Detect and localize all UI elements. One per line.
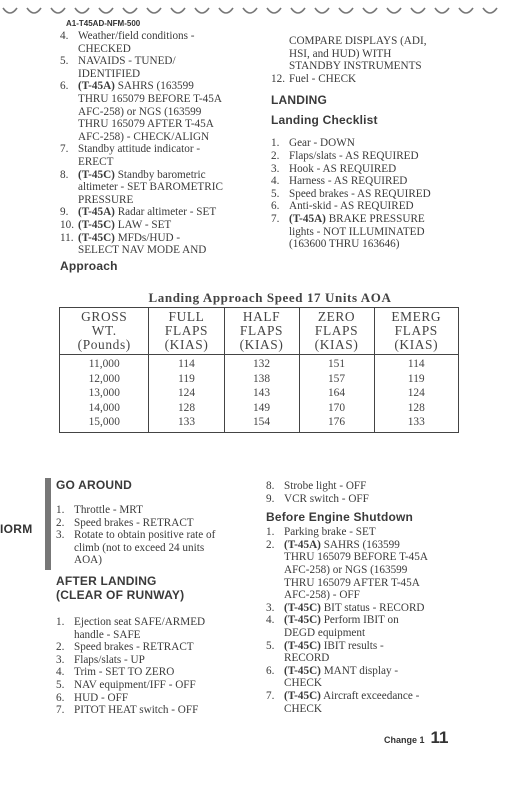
list-item xyxy=(271,175,471,188)
item-number: 5. xyxy=(266,639,275,652)
item-text-line: Trim - SET TO ZERO xyxy=(74,666,175,679)
list-item xyxy=(60,143,260,168)
list-item xyxy=(56,654,256,667)
list-item xyxy=(271,188,471,201)
list-item xyxy=(56,692,256,705)
binding-ring xyxy=(147,8,161,13)
side-tab-label: IORM xyxy=(0,522,33,536)
item-text-line: lights - NOT ILLUMINATED xyxy=(289,225,425,238)
binding-ring xyxy=(51,8,65,13)
binding-ring xyxy=(243,8,257,13)
model-tag: (T-45A) xyxy=(78,80,115,93)
list-item xyxy=(56,679,256,692)
approach-heading: Approach xyxy=(60,258,118,273)
header-line: (KIAS) xyxy=(394,337,439,352)
model-tag: (T-45C) xyxy=(284,601,321,614)
item-text-line: Strobe light - OFF xyxy=(284,480,367,492)
table-cell: 133 xyxy=(149,415,224,432)
item-text-line: Aircraft exceedance - xyxy=(320,689,420,702)
table-header-cell xyxy=(224,308,299,355)
item-number: 10. xyxy=(60,218,74,231)
item-number: 9. xyxy=(60,206,69,219)
item-number: 1. xyxy=(266,526,275,539)
go-around-list xyxy=(56,504,256,567)
item-number: 7. xyxy=(60,143,69,156)
list-item xyxy=(271,73,471,86)
item-number: 2. xyxy=(56,641,65,654)
model-tag: (T-45A) xyxy=(284,538,321,551)
table-row xyxy=(60,401,459,416)
table-cell: 124 xyxy=(374,386,458,401)
header-line: (KIAS) xyxy=(314,337,359,352)
item-text-line: AFC-258) - OFF xyxy=(284,589,360,602)
list-item xyxy=(271,200,471,213)
model-tag: (T-45C) xyxy=(78,231,115,244)
continuation-text xyxy=(271,35,471,73)
item-text-line: THRU 165079 BEFORE T-45A xyxy=(284,551,428,564)
item-text-line: (163600 THRU 163646) xyxy=(289,238,400,251)
table-cell: 114 xyxy=(149,355,224,372)
page-number: 11 xyxy=(430,728,449,747)
item-text-line: HUD - OFF xyxy=(74,691,129,704)
header-line: WT. xyxy=(91,323,117,338)
item-number: 6. xyxy=(266,664,275,677)
after-landing-heading-line: AFTER LANDING xyxy=(56,573,157,588)
table-header-row xyxy=(60,308,459,355)
header-line: FLAPS xyxy=(314,323,359,338)
table-cell: 154 xyxy=(224,415,299,432)
model-tag: (T-45C) xyxy=(284,614,321,627)
item-text-line: Anti-skid - AS REQUIRED xyxy=(289,200,414,213)
model-tag: (T-45A) xyxy=(78,206,115,219)
binding-ring xyxy=(291,8,305,13)
item-number: 8. xyxy=(266,480,275,492)
table-cell: 133 xyxy=(374,415,458,432)
item-text-line: Harness - AS REQUIRED xyxy=(289,175,408,188)
list-item xyxy=(266,480,476,493)
item-number: 4. xyxy=(266,614,275,627)
list-item xyxy=(266,602,476,615)
item-text-line: BIT status - RECORD xyxy=(320,601,425,614)
item-text-line: CHECK xyxy=(284,677,322,690)
binding-ring xyxy=(315,8,329,13)
right-top-column xyxy=(271,35,471,251)
list-item xyxy=(266,665,476,690)
binding-ring xyxy=(387,8,401,13)
item-text-line: Speed brakes - AS REQUIRED xyxy=(289,187,431,200)
item-text-line: IDENTIFIED xyxy=(78,67,141,80)
item-number: 6. xyxy=(60,80,69,93)
after-landing-heading xyxy=(56,574,256,602)
item-number: 3. xyxy=(56,653,65,666)
list-item xyxy=(56,529,256,567)
item-text-line: PITOT HEAT switch - OFF xyxy=(74,704,199,717)
go-around-heading: GO AROUND xyxy=(56,478,133,492)
binding-ring xyxy=(195,8,209,13)
item-text-line: Rotate to obtain positive rate of xyxy=(74,529,216,542)
binding-ring xyxy=(363,8,377,13)
item-text-line: Speed brakes - RETRACT xyxy=(74,641,194,654)
continuation-line: COMPARE DISPLAYS (ADI, xyxy=(289,35,427,47)
list-item xyxy=(266,493,476,506)
item-text-line: Flaps/slats - AS REQUIRED xyxy=(289,149,419,162)
item-number: 4. xyxy=(56,666,65,679)
item-number: 8. xyxy=(60,168,69,181)
item-text-line: PRESSURE xyxy=(78,193,134,206)
header-line: FLAPS xyxy=(164,323,209,338)
item-text-line: THRU 165079 BEFORE T-45A xyxy=(78,92,222,105)
landing-checklist-heading: Landing Checklist xyxy=(271,113,378,128)
item-text-line: AFC-258) or NGS (163599 xyxy=(78,105,202,118)
item-text-line: Flaps/slats - UP xyxy=(74,653,145,666)
table-cell: 138 xyxy=(224,372,299,387)
header-line: FLAPS xyxy=(239,323,284,338)
item-text-line: Parking brake - SET xyxy=(284,526,376,539)
item-text-line: Ejection seat SAFE/ARMED xyxy=(74,615,206,628)
binding-ring xyxy=(459,8,473,13)
item-text-line: THRU 165079 AFTER T-45A xyxy=(284,576,420,589)
item-text-line: ERECT xyxy=(78,155,114,168)
header-line: GROSS xyxy=(81,309,128,324)
item-text-line: THRU 165079 AFTER T-45A xyxy=(78,118,214,131)
item-text-line: AOA) xyxy=(74,554,102,567)
item-text-line: altimeter - SET BAROMETRIC xyxy=(78,181,223,194)
model-tag: (T-45C) xyxy=(284,639,321,652)
preflight-items-list xyxy=(60,30,260,257)
document-id: A1-T45AD-NFM-500 xyxy=(66,19,141,28)
list-item xyxy=(60,219,260,232)
table-cell: 170 xyxy=(299,401,374,416)
item-number: 3. xyxy=(266,601,275,614)
item-number: 7. xyxy=(56,704,65,717)
list-item xyxy=(56,641,256,654)
model-tag: (T-45A) xyxy=(289,212,326,225)
continuation-line: STANDBY INSTRUMENTS xyxy=(289,60,422,73)
item-number: 3. xyxy=(56,529,65,542)
table-cell: 157 xyxy=(299,372,374,387)
left-top-column xyxy=(60,30,260,273)
item-text-line: Gear - DOWN xyxy=(289,137,355,150)
continuation-line: HSI, and HUD) WITH xyxy=(289,47,392,60)
binding-ring xyxy=(267,8,281,13)
speed-table-title: Landing Approach Speed 17 Units AOA xyxy=(148,290,392,305)
table-cell: 15,000 xyxy=(60,415,149,432)
item-text: Fuel - CHECK xyxy=(289,72,357,85)
item-text-line: SAHRS (163599 xyxy=(320,538,400,551)
before-engine-shutdown-list xyxy=(266,526,476,715)
list-item xyxy=(60,206,260,219)
header-line: (KIAS) xyxy=(164,337,209,352)
before-engine-shutdown-heading: Before Engine Shutdown xyxy=(266,510,414,525)
item-text-line: AFC-258) or NGS (163599 xyxy=(284,563,408,576)
item-number: 7. xyxy=(266,689,275,702)
section-sidebar-bar xyxy=(45,478,51,570)
table-header-cell xyxy=(374,308,458,355)
item-text-line: CHECKED xyxy=(78,42,131,55)
table-cell: 128 xyxy=(149,401,224,416)
binding-ring xyxy=(27,8,41,13)
binding-ring xyxy=(483,8,497,13)
item-text-line: RECORD xyxy=(284,652,330,665)
table-header-cell xyxy=(299,308,374,355)
binding-ring xyxy=(435,8,449,13)
model-tag: (T-45C) xyxy=(78,168,115,181)
item-number: 1. xyxy=(56,615,65,628)
item-text-line: NAV equipment/IFF - OFF xyxy=(74,678,196,691)
item-text-line: BRAKE PRESSURE xyxy=(325,212,425,225)
item-text-line: climb (not to exceed 24 units xyxy=(74,541,205,554)
item-number: 2. xyxy=(56,516,65,529)
header-line: HALF xyxy=(242,309,281,324)
list-item xyxy=(56,504,256,517)
binding-ring xyxy=(3,8,17,13)
item-number: 1. xyxy=(56,504,65,516)
table-cell: 114 xyxy=(374,355,458,372)
item-text-line: IBIT results - xyxy=(320,639,384,652)
table-cell: 176 xyxy=(299,415,374,432)
list-item xyxy=(266,614,476,639)
model-tag: (T-45C) xyxy=(284,664,321,677)
list-item xyxy=(271,213,471,251)
table-header-cell xyxy=(60,308,149,355)
item-text-line: Weather/field conditions - xyxy=(78,30,195,42)
header-line: FULL xyxy=(168,309,205,324)
header-line: (Pounds) xyxy=(77,337,131,352)
item-text-line: Perform IBIT on xyxy=(320,614,399,627)
list-item xyxy=(266,526,476,539)
list-item xyxy=(56,517,256,530)
item-text-line: CHECK xyxy=(284,702,322,715)
item-number: 5. xyxy=(271,187,280,200)
item-text-line: Hook - AS REQUIRED xyxy=(289,162,397,175)
item-number: 6. xyxy=(271,200,280,213)
binding-ring xyxy=(411,8,425,13)
model-tag: (T-45C) xyxy=(284,689,321,702)
header-line: ZERO xyxy=(317,309,356,324)
list-item xyxy=(56,616,256,641)
item-number: 4. xyxy=(271,175,280,188)
landing-heading: LANDING xyxy=(271,93,328,108)
item-text-line: MFDs/HUD - xyxy=(114,231,181,244)
item-text-line: Standby barometric xyxy=(114,168,206,181)
item-text-line: SAHRS (163599 xyxy=(114,80,194,93)
table-row xyxy=(60,386,459,401)
change-label: Change 1 xyxy=(384,735,425,745)
item-text-line: Throttle - MRT xyxy=(74,504,143,516)
item-number: 11. xyxy=(60,231,74,244)
binding-ring xyxy=(219,8,233,13)
landing-checklist xyxy=(271,137,471,250)
after-landing-list xyxy=(56,616,256,717)
item-number: 5. xyxy=(56,678,65,691)
binding-ring xyxy=(123,8,137,13)
table-row xyxy=(60,415,459,432)
table-cell: 128 xyxy=(374,401,458,416)
item-text-line: LAW - SET xyxy=(114,218,172,231)
item-number: 5. xyxy=(60,55,69,68)
table-cell: 132 xyxy=(224,355,299,372)
table-cell: 13,000 xyxy=(60,386,149,401)
item-number: 1. xyxy=(271,137,280,150)
list-item xyxy=(266,539,476,602)
list-item xyxy=(271,150,471,163)
list-item xyxy=(60,30,260,55)
binding-ring xyxy=(339,8,353,13)
binding-ring xyxy=(171,8,185,13)
item-number: 2. xyxy=(271,149,280,162)
item-12-list xyxy=(271,73,471,86)
item-number: 12. xyxy=(271,72,285,85)
table-cell: 151 xyxy=(299,355,374,372)
table-cell: 164 xyxy=(299,386,374,401)
table-cell: 124 xyxy=(149,386,224,401)
item-text-line: VCR switch - OFF xyxy=(284,492,369,505)
binding-ring xyxy=(75,8,89,13)
item-number: 9. xyxy=(266,492,275,505)
left-bottom-column xyxy=(56,478,256,717)
list-item xyxy=(60,80,260,143)
item-number: 7. xyxy=(271,212,280,225)
list-item xyxy=(56,704,256,717)
after-landing-heading-line: (CLEAR OF RUNWAY) xyxy=(56,587,185,602)
item-text-line: DEGD equipment xyxy=(284,626,366,639)
item-text-line: Speed brakes - RETRACT xyxy=(74,516,194,529)
table-row xyxy=(60,355,459,372)
binding-ring xyxy=(99,8,113,13)
table-row xyxy=(60,372,459,387)
table-cell: 11,000 xyxy=(60,355,149,372)
table-cell: 12,000 xyxy=(60,372,149,387)
list-item xyxy=(271,137,471,150)
table-cell: 143 xyxy=(224,386,299,401)
model-tag: (T-45C) xyxy=(78,218,115,231)
list-item xyxy=(60,169,260,207)
list-item xyxy=(60,232,260,257)
header-line: (KIAS) xyxy=(239,337,284,352)
table-header-cell xyxy=(149,308,224,355)
page-footer xyxy=(384,728,449,748)
list-item xyxy=(271,163,471,176)
header-line: FLAPS xyxy=(394,323,438,338)
after-landing-continued-list xyxy=(266,480,476,505)
list-item xyxy=(60,55,260,80)
header-line: EMERG xyxy=(391,309,442,324)
item-text-line: Radar altimeter - SET xyxy=(114,206,217,219)
table-cell: 119 xyxy=(374,372,458,387)
list-item xyxy=(56,666,256,679)
item-number: 4. xyxy=(60,30,69,42)
item-text-line: SELECT NAV MODE AND xyxy=(78,244,207,257)
item-text-line: AFC-258) - CHECK/ALIGN xyxy=(78,130,210,143)
table-cell: 119 xyxy=(149,372,224,387)
right-bottom-column xyxy=(266,480,476,715)
landing-approach-speed-table xyxy=(59,307,459,433)
item-text-line: handle - SAFE xyxy=(74,628,141,641)
item-number: 6. xyxy=(56,691,65,704)
item-number: 2. xyxy=(266,538,275,551)
table-cell: 14,000 xyxy=(60,401,149,416)
item-text-line: Standby attitude indicator - xyxy=(78,143,201,156)
item-number: 3. xyxy=(271,162,280,175)
list-item xyxy=(266,690,476,715)
item-text-line: NAVAIDS - TUNED/ xyxy=(78,55,176,68)
item-text-line: MANT display - xyxy=(320,664,399,677)
table-cell: 149 xyxy=(224,401,299,416)
list-item xyxy=(266,640,476,665)
